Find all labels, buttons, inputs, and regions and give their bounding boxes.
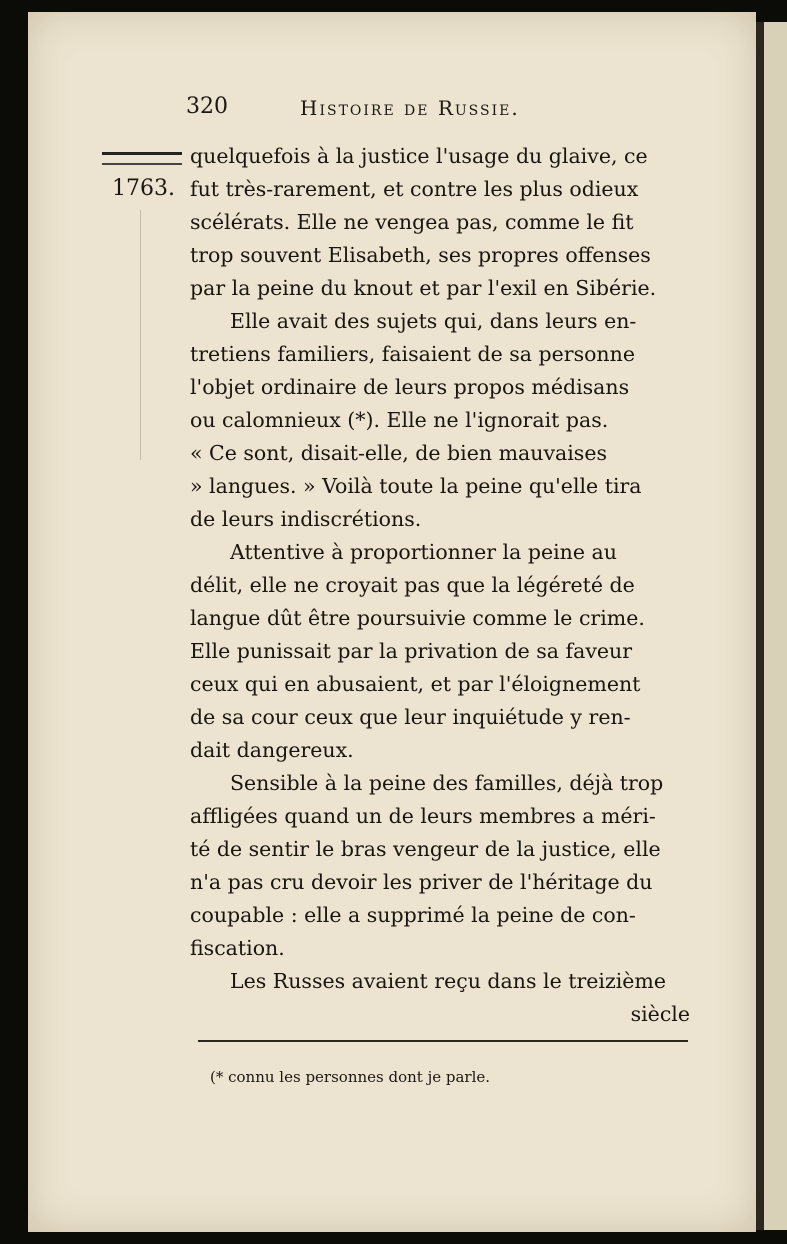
footnote: (* connu les personnes dont je parle. — [210, 1068, 491, 1086]
body-text — [190, 140, 690, 1031]
text-line: langue dût être poursuivie comme le crime. — [190, 606, 645, 630]
text-line: trop souvent Elisabeth, ses propres offenses — [190, 243, 651, 267]
paragraph-start-line: Attentive à proportionner la peine au — [230, 540, 617, 564]
text-line: par la peine du knout et par l'exil en Sibérie. — [190, 276, 657, 300]
running-head: Histoire de Russie. — [300, 96, 520, 120]
text-line: » langues. » Voilà toute la peine qu'elle tira — [190, 474, 642, 498]
text-line: affligées quand un de leurs membres a méri- — [190, 804, 656, 828]
page-header — [186, 94, 596, 128]
text-line: « Ce sont, disait-elle, de bien mauvaises — [190, 441, 607, 465]
margin-year: 1763. — [112, 176, 175, 201]
adjacent-page-edge — [756, 22, 787, 1230]
text-line: scélérats. Elle ne vengea pas, comme le fit — [190, 210, 634, 234]
paragraph-start-line: Elle avait des sujets qui, dans leurs en- — [230, 309, 637, 333]
text-line: de sa cour ceux que leur inquiétude y ren- — [190, 705, 631, 729]
text-line: ceux qui en abusaient, et par l'éloignement — [190, 672, 641, 696]
text-line: ou calomnieux (*). Elle ne l'ignorait pas. — [190, 408, 609, 432]
margin-rule — [102, 152, 182, 165]
text-line: quelquefois à la justice l'usage du glaive, ce — [190, 144, 648, 168]
text-line: n'a pas cru devoir les priver de l'héritage du — [190, 870, 653, 894]
page-number: 320 — [186, 94, 228, 119]
text-line: délit, elle ne croyait pas que la légéreté de — [190, 573, 635, 597]
text-line: fiscation. — [190, 936, 285, 960]
margin-fold-mark — [140, 210, 155, 460]
text-line: de leurs indiscrétions. — [190, 507, 422, 531]
paragraph-start-line: Les Russes avaient reçu dans le treizième — [230, 969, 667, 993]
paragraph-start-line: Sensible à la peine des familles, déjà trop — [230, 771, 664, 795]
text-line: dait dangereux. — [190, 738, 354, 762]
adjacent-page-sliver — [764, 22, 787, 1230]
text-line: tretiens familiers, faisaient de sa personne — [190, 342, 635, 366]
text-line: Elle punissait par la privation de sa faveur — [190, 639, 633, 663]
catchword: siècle — [630, 1002, 690, 1026]
text-line: coupable : elle a supprimé la peine de con- — [190, 903, 636, 927]
text-line: l'objet ordinaire de leurs propos médisans — [190, 375, 630, 399]
text-line: té de sentir le bras vengeur de la justice, elle — [190, 837, 661, 861]
footnote-rule — [198, 1040, 688, 1042]
text-line: fut très-rarement, et contre les plus odieux — [190, 177, 639, 201]
